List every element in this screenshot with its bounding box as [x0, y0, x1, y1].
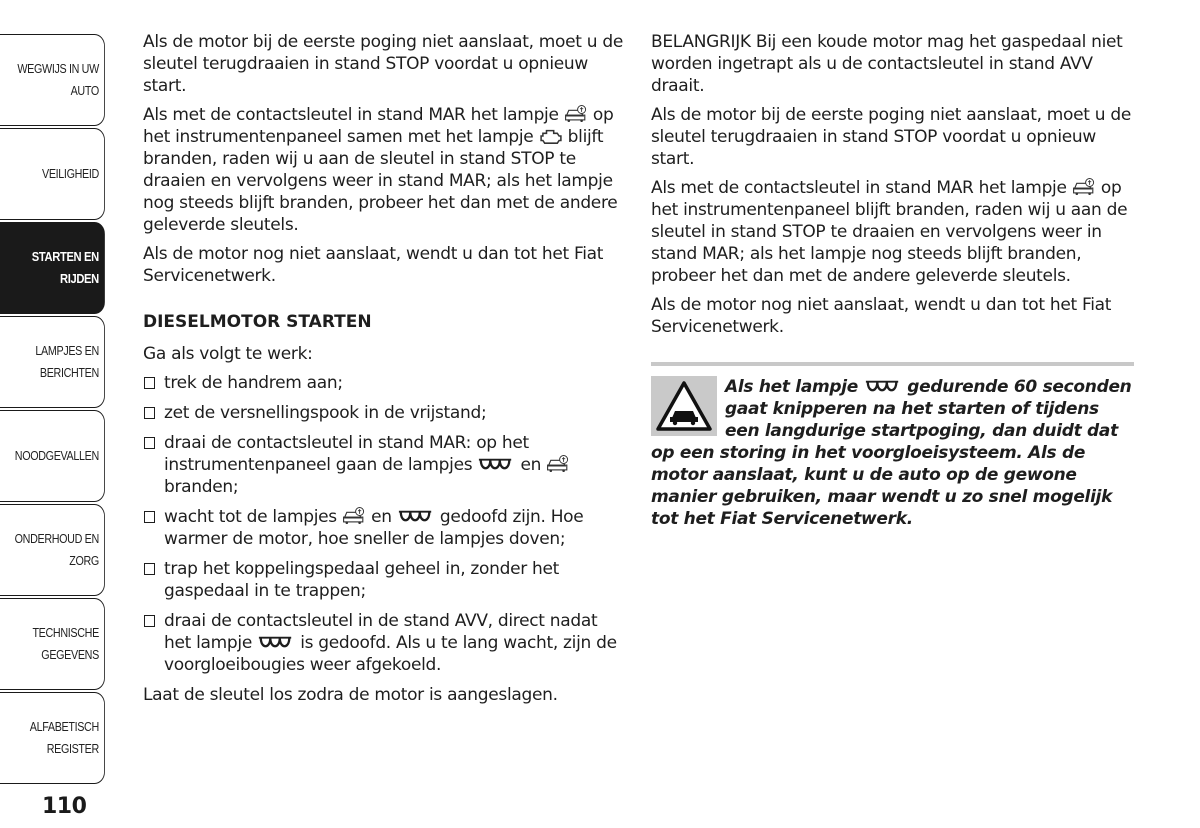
text-span: trap het koppelingspedaal geheel in, zonder het gaspedaal in te trappen; — [164, 559, 560, 601]
list-item — [143, 610, 623, 676]
checkbox-bullet — [144, 563, 155, 575]
checkbox-bullet — [144, 615, 155, 627]
text-span: en — [371, 507, 392, 527]
text-span: gedurende 60 seconden gaat knipperen na het starten of tijdens een langdurige startpoging, dan duidt dat op een storing in het voorgloeisysteem. Als de motor aanslaat, kunt u de auto op de gewone manier gebruiken, maar wendt u zo snel mogelijk tot het Fiat Servicenetwerk. — [651, 377, 1132, 529]
text-span: Als met de contactsleutel in stand MAR het lampje — [651, 178, 1067, 198]
tab-technische-gegevens[interactable] — [0, 598, 105, 690]
text-span: Als het lampje — [725, 377, 859, 397]
tab-label: NOODGEVALLEN — [14, 449, 99, 463]
paragraph: Ga als volgt te werk: — [143, 344, 313, 364]
left-column — [143, 31, 623, 713]
car-key-immobilizer-icon — [546, 454, 570, 473]
tab-label: WEGWIJS IN UW AUTO — [17, 62, 99, 98]
text-span: Als met de contactsleutel in stand MAR het lampje — [143, 105, 559, 125]
paragraph: Als de motor nog niet aanslaat, wendt u dan tot het Fiat Servicenetwerk. — [143, 244, 604, 286]
text-span: zet de versnellingspook in de vrijstand; — [164, 403, 487, 423]
tab-onderhoud-en-zorg[interactable] — [0, 504, 105, 596]
text-span: op het instrumentenpaneel samen met het lampje — [143, 105, 614, 147]
tab-wegwijs-in-uw-auto[interactable] — [0, 34, 105, 126]
warning-triangle-car-icon — [651, 376, 717, 436]
text-span: is gedoofd. Als u te lang wacht, zijn de voorgloeibougies weer afgekoeld. — [164, 633, 617, 675]
tab-label: ALFABETISCH REGISTER — [29, 720, 99, 756]
paragraph: Als de motor bij de eerste poging niet aanslaat, moet u de sleutel terugdraaien in stand STOP voordat u opnieuw start. — [651, 105, 1131, 169]
checkbox-bullet — [144, 511, 155, 523]
glow-plug-coil-icon — [477, 454, 515, 473]
tab-label: TECHNISCHE GEGEVENS — [32, 626, 99, 662]
tab-label: ONDERHOUD EN ZORG — [14, 532, 99, 568]
text-span: draai de contactsleutel in de stand AVV, direct nadat het lampje — [164, 611, 598, 653]
paragraph: Als de motor bij de eerste poging niet aanslaat, moet u de sleutel terugdraaien in stand STOP voordat u opnieuw start. — [143, 32, 623, 96]
list-item — [143, 402, 623, 424]
section-divider — [651, 362, 1134, 366]
text-span: draai de contactsleutel in stand MAR: op het instrumentenpaneel gaan de lampjes — [164, 433, 529, 475]
paragraph — [651, 177, 1134, 287]
paragraph: Laat de sleutel los zodra de motor is aangeslagen. — [143, 685, 558, 705]
paragraph: BELANGRIJK Bij een koude motor mag het gaspedaal niet worden ingetrapt als u de contactsleutel in stand AVV draait. — [651, 32, 1123, 96]
text-span: op het instrumentenpaneel blijft branden, raden wij u aan de sleutel in stand STOP te draaien en vervolgens weer in stand MAR; als het lampje nog steeds blijft branden, probeer het dan met de andere geleverde sleutels. — [651, 178, 1128, 286]
text-span: trek de handrem aan; — [164, 373, 343, 393]
glow-plug-coil-icon — [257, 632, 295, 651]
car-key-immobilizer-icon — [342, 506, 366, 525]
text-span: wacht tot de lampjes — [164, 507, 337, 527]
section-heading: DIESELMOTOR STARTEN — [143, 312, 372, 332]
right-column — [651, 31, 1134, 530]
tab-noodgevallen[interactable] — [0, 410, 105, 502]
text-span: blijft branden, raden wij u aan de sleutel in stand STOP te draaien en vervolgens weer in stand MAR; als het lampje nog steeds blijft branden, probeer het dan met de andere geleverde sleutels. — [143, 127, 618, 235]
tab-label: LAMPJES EN BERICHTEN — [35, 344, 99, 380]
checkbox-bullet — [144, 407, 155, 419]
car-key-immobilizer-icon — [564, 104, 588, 123]
page-number: 110 — [42, 794, 87, 819]
checkbox-bullet — [144, 377, 155, 389]
tab-label: VEILIGHEID — [41, 167, 99, 181]
engine-check-icon — [539, 127, 563, 145]
tab-starten-en-rijden[interactable] — [0, 222, 105, 314]
list-item — [143, 506, 623, 550]
tab-veiligheid[interactable] — [0, 128, 105, 220]
text-span: gedoofd zijn. Hoe warmer de motor, hoe sneller de lampjes doven; — [164, 507, 584, 549]
car-key-immobilizer-icon — [1072, 177, 1096, 196]
paragraph — [143, 104, 623, 236]
steps-list — [143, 372, 623, 676]
paragraph: Als de motor nog niet aanslaat, wendt u dan tot het Fiat Servicenetwerk. — [651, 295, 1112, 337]
list-item — [143, 372, 623, 394]
list-item — [143, 432, 623, 498]
checkbox-bullet — [144, 437, 155, 449]
text-span: en — [520, 455, 542, 475]
tab-alfabetisch-register[interactable] — [0, 692, 105, 784]
tab-lampjes-en-berichten[interactable] — [0, 316, 105, 408]
text-span: branden; — [164, 477, 239, 497]
glow-plug-coil-icon — [397, 506, 435, 525]
list-item — [143, 558, 623, 602]
glow-plug-coil-icon — [864, 376, 902, 395]
warning-note — [651, 376, 1134, 530]
tab-label: STARTEN EN RIJDEN — [31, 249, 99, 286]
